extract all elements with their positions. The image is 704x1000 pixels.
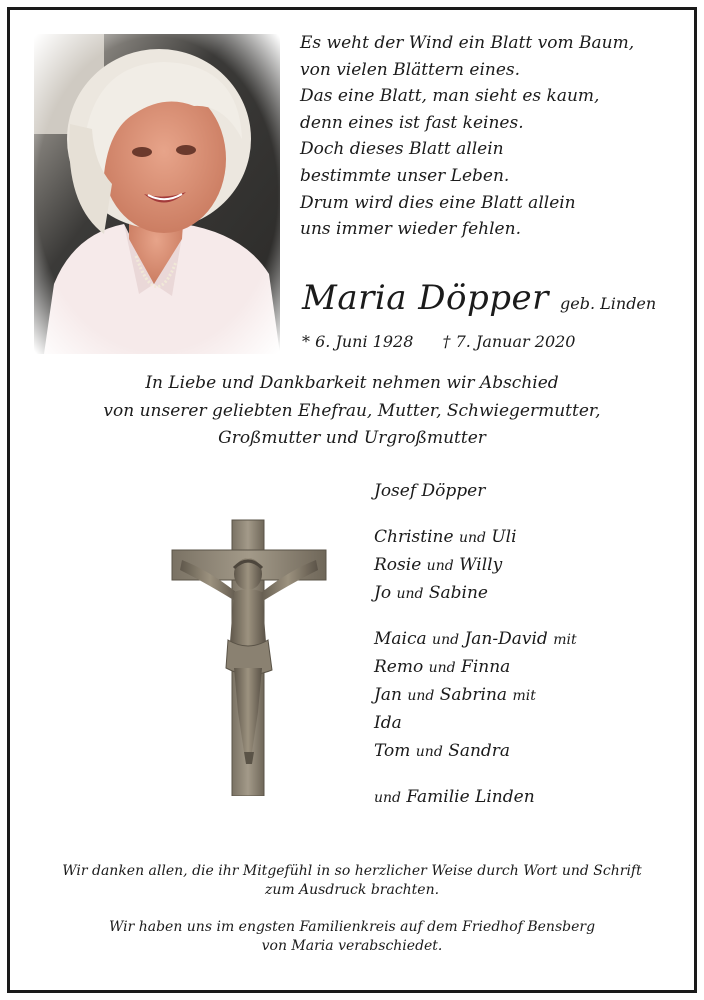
family-member: Jan — [374, 685, 402, 705]
conjunction: und — [407, 688, 435, 704]
poem-line: Drum wird dies eine Blatt allein — [300, 192, 576, 213]
family-row — [374, 653, 577, 681]
family-member: Remo — [374, 657, 424, 677]
burial-line: Wir haben uns im engsten Familienkreis auf dem Friedhof Bensberg — [108, 919, 596, 935]
family-member: Ida — [374, 713, 402, 733]
conjunction: und — [374, 790, 401, 806]
portrait-photo — [34, 34, 280, 354]
family-member: Finna — [461, 657, 511, 677]
obituary-card — [7, 7, 697, 993]
farewell-line: In Liebe und Dankbarkeit nehmen wir Abschied — [145, 373, 559, 393]
family-member: Rosie — [374, 555, 422, 575]
family-row — [374, 681, 577, 709]
family-member: Maica — [374, 629, 427, 649]
family-row — [374, 551, 577, 579]
poem — [300, 30, 680, 243]
conjunction: mit — [512, 688, 536, 704]
burial-line: von Maria verabschiedet. — [261, 938, 443, 954]
thanks-line: zum Ausdruck brachten. — [264, 882, 440, 898]
family-member: Jo — [374, 583, 392, 603]
poem-line: uns immer wieder fehlen. — [300, 219, 521, 240]
family-row — [374, 625, 577, 653]
conjunction: und — [396, 586, 424, 602]
poem-line: von vielen Blättern eines. — [300, 59, 521, 80]
conjunction: und — [428, 660, 456, 676]
family-row — [374, 579, 577, 607]
poem-line: Doch dieses Blatt allein — [300, 139, 504, 160]
conjunction: und — [415, 744, 443, 760]
family-row — [374, 709, 577, 737]
farewell-line: Großmutter und Urgroßmutter — [218, 428, 486, 448]
family-member: Sabine — [428, 583, 488, 603]
poem-line: Es weht der Wind ein Blatt vom Baum, — [300, 33, 635, 53]
family-member: Jan-David — [464, 629, 548, 649]
conjunction: und — [426, 558, 454, 574]
family-member: Christine — [374, 527, 454, 547]
thanks-line: Wir danken allen, die ihr Mitgefühl in so herzlicher Weise durch Wort und Schrift — [62, 863, 642, 879]
crucifix-image — [168, 512, 330, 796]
family-row — [374, 783, 577, 811]
family-member: Familie Linden — [406, 787, 535, 807]
family-member: Tom — [374, 741, 411, 761]
burial-paragraph — [10, 918, 694, 956]
birth-date: * 6. Juni 1928 — [302, 332, 414, 351]
poem-line: Das eine Blatt, man sieht es kaum, — [300, 86, 600, 107]
birth-name: geb. Linden — [560, 294, 657, 313]
family-member: Uli — [491, 527, 517, 547]
deceased-name: Maria Döpper — [302, 278, 549, 318]
conjunction: und — [458, 530, 486, 546]
family-member: Sabrina — [439, 685, 508, 705]
deceased-name-line — [302, 278, 656, 318]
poem-line: denn eines ist fast keines. — [300, 112, 524, 133]
family-member: Willy — [459, 555, 503, 575]
spouse-name: Josef Döpper — [374, 481, 486, 501]
conjunction: und — [432, 632, 460, 648]
family-member: Sandra — [448, 741, 511, 761]
conjunction: mit — [553, 632, 577, 648]
farewell-text — [10, 370, 694, 453]
thanks-paragraph — [10, 862, 694, 900]
death-date: † 7. Januar 2020 — [442, 332, 576, 351]
thanks-text — [10, 862, 694, 974]
family-row — [374, 523, 577, 551]
family-list — [374, 477, 577, 811]
poem-line: bestimmte unser Leben. — [300, 165, 510, 186]
farewell-line: von unserer geliebten Ehefrau, Mutter, Schwiegermutter, — [103, 400, 601, 421]
life-dates — [302, 332, 575, 351]
family-row — [374, 737, 577, 765]
